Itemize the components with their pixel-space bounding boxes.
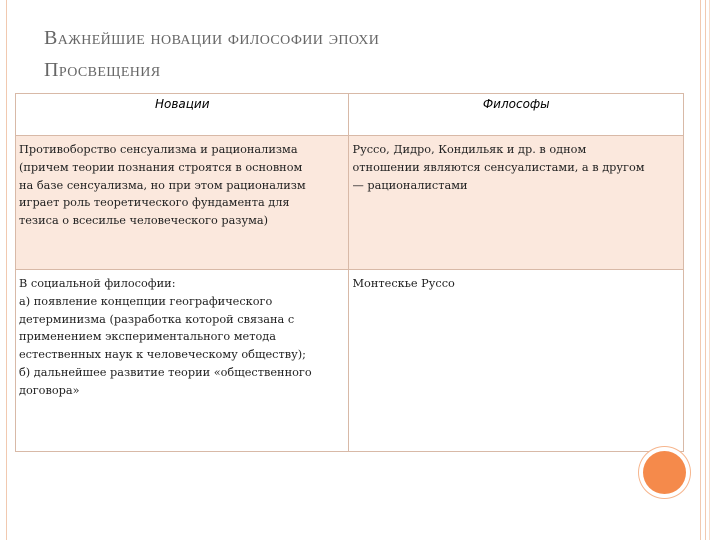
table-row: [16, 136, 684, 270]
novations-table: [15, 93, 684, 452]
philosophers-text: Монтескье Руссо: [352, 277, 455, 290]
slide-frame-left-line: [6, 0, 7, 540]
slide-frame-right-line-inner2: [709, 0, 710, 540]
table-row: [16, 270, 684, 452]
table-cell-philosophers: [349, 136, 684, 270]
slide-frame-right-line-inner: [705, 0, 706, 540]
novation-text: В социальной философии: а) появление концепции географического детерминизма (разработка которой связана с применением экспериментального метода естественных наук к человеческому обществу); б) дальнейшее развитие теории «общественного договора»: [19, 277, 312, 397]
column-header-philosophers: Философы: [349, 94, 684, 136]
slide-frame-right-line: [700, 0, 701, 540]
table-header-row: [16, 94, 684, 136]
novation-text: Противоборство сенсуализма и рационализма (причем теории познания строятся в основном на базе сенсуализма, но при этом рационализм играет роль теоретического фундамента для тезиса о всесилье человеческого разума): [19, 143, 306, 228]
slide-title-line-1: Важнейшие новации философии эпохи: [44, 27, 380, 49]
slide-title-line-2: Просвещения: [44, 59, 161, 81]
column-header-novations: Новации: [16, 94, 349, 136]
table-cell-novation: [16, 270, 349, 452]
slide-title: [44, 22, 664, 86]
philosophers-text: Руссо, Дидро, Кондильяк и др. в одном отношении являются сенсуалистами, а в другом — рационалистами: [352, 143, 645, 192]
table-cell-novation: [16, 136, 349, 270]
decorative-circle-icon: [643, 451, 686, 494]
table-cell-philosophers: [349, 270, 684, 452]
